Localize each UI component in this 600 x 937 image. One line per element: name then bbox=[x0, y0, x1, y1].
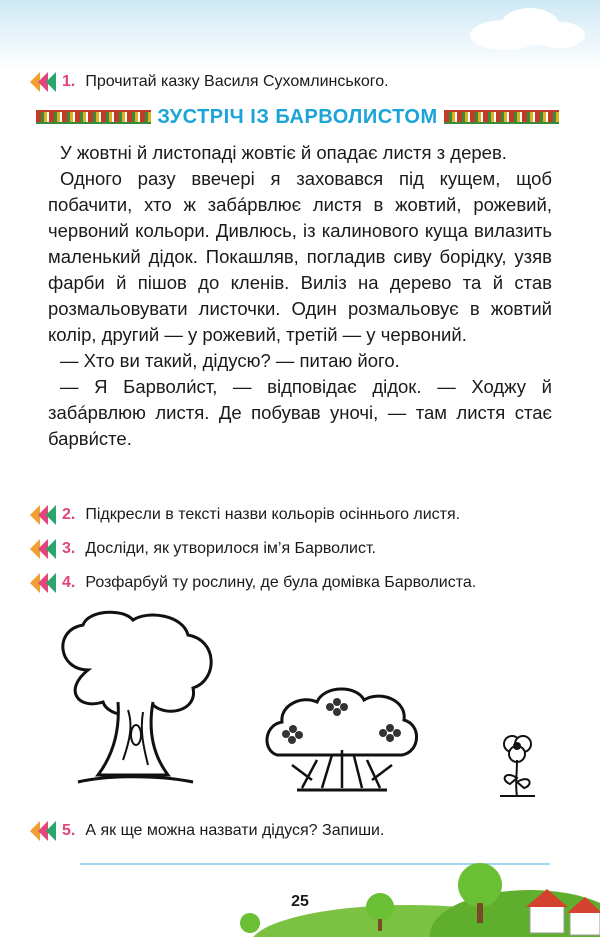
story-paragraph: Одного разу ввечері я заховався під кущем, щоб побачити, хто ж забáрвлює листя в жовтий, рожевий, червоний кольори. Дивлюсь, із калинового куща вилазить маленький дідок. Покашляв, погладив сиву борідку, узяв фарби й пішов до кленів. Виліз на дерево та й став розмальовувати листочки. Один розмальовує в жовтий колір, другий — у рожевий, третій — у червоний. bbox=[48, 168, 552, 345]
task-text: А як ще можна назвати дідуся? Запиши. bbox=[85, 822, 385, 839]
flower-illustration bbox=[490, 730, 545, 800]
cloud bbox=[535, 22, 585, 48]
task-text: Прочитай казку Василя Сухомлинського. bbox=[85, 73, 389, 90]
task-number: 1. bbox=[62, 73, 76, 90]
task-2 bbox=[30, 504, 460, 526]
story-paragraph: У жовтні й листопаді жовтіє й опадає листя з дерев. bbox=[60, 142, 507, 163]
task-number: 3. bbox=[62, 540, 76, 557]
task-text: Розфарбуй ту рослину, де була домівка Барволиста. bbox=[85, 574, 477, 591]
task-marker-icon bbox=[30, 820, 62, 842]
ornament-left bbox=[36, 110, 151, 124]
bush-illustration bbox=[262, 680, 422, 795]
task-number: 4. bbox=[62, 574, 76, 591]
task-5 bbox=[30, 820, 384, 842]
task-1 bbox=[30, 71, 389, 93]
task-marker-icon bbox=[30, 71, 62, 93]
story-paragraph: — Я Барволи́ст, — відповідає дідок. — Ходжу й забáрвлюю листя. Де побував уночі, — там листя стає барви́сте. bbox=[48, 376, 552, 449]
task-text: Підкресли в тексті назви кольорів осіннього листя. bbox=[85, 506, 461, 523]
story-title: ЗУСТРІЧ ІЗ БАРВОЛИСТОМ bbox=[157, 105, 438, 128]
task-marker-icon bbox=[30, 504, 62, 526]
task-4 bbox=[30, 572, 476, 594]
task-3 bbox=[30, 538, 376, 560]
tree-illustration bbox=[48, 610, 223, 790]
page-number: 25 bbox=[291, 893, 309, 910]
ornament-right bbox=[444, 110, 559, 124]
task-number: 2. bbox=[62, 506, 76, 523]
task-text: Досліди, як утворилося ім’я Барволист. bbox=[85, 540, 376, 557]
task-marker-icon bbox=[30, 538, 62, 560]
story-text bbox=[48, 140, 552, 452]
task-number: 5. bbox=[62, 822, 76, 839]
story-paragraph: — Хто ви такий, дідусю? — питаю його. bbox=[60, 350, 400, 371]
task-marker-icon bbox=[30, 572, 62, 594]
story-title-row bbox=[30, 102, 565, 132]
